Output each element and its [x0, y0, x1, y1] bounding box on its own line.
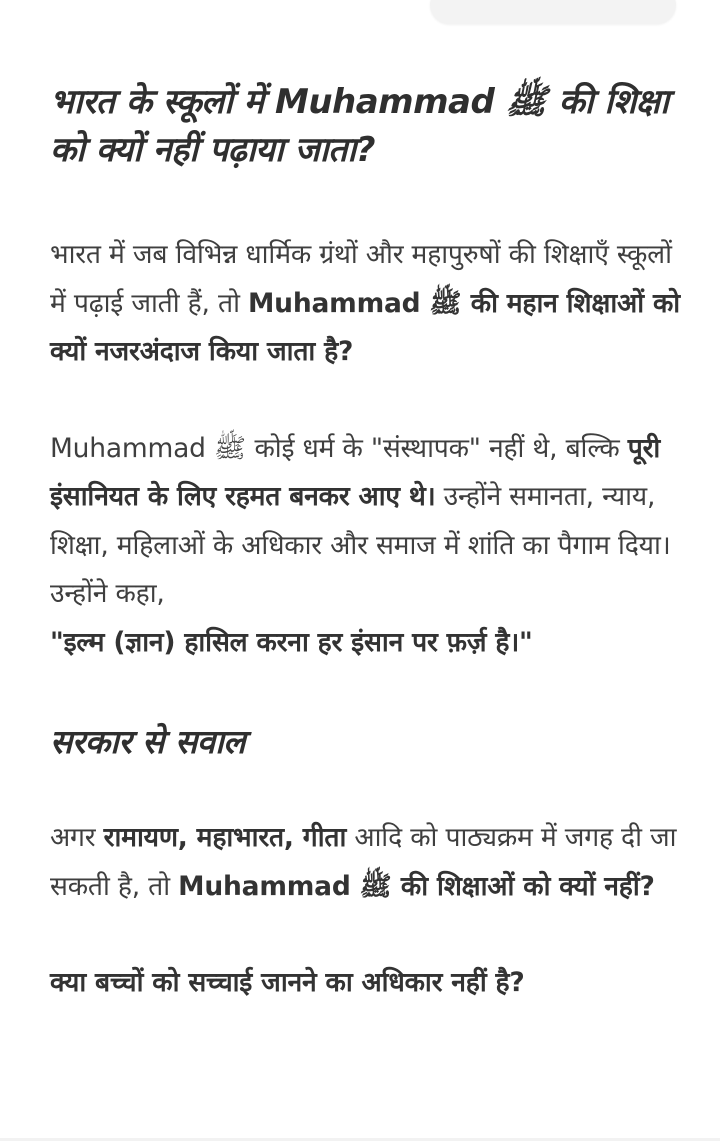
paragraph-question — [50, 814, 680, 911]
paragraph-question-bold: Muhammad ﷺ की शिक्षाओं को क्यों नहीं? — [178, 870, 655, 902]
paragraph-mercy-bold: पूरी इंसानियत के लिए रहमत बनकर आए थे। — [50, 432, 661, 512]
paragraph-question-text-1: अगर — [50, 822, 104, 853]
scripture-names: रामायण, महाभारत, गीता — [103, 822, 347, 853]
paragraph-intro-text: भारत में जब विभिन्न धार्मिक ग्रंथों और महापुरुषों की शिक्षाएँ स्कूलों में पढ़ाई जाती हैं, तो — [50, 239, 672, 319]
paragraph-intro — [50, 231, 680, 377]
paragraph-mercy-text-2: उन्होंने समानता, न्याय, शिक्षा, महिलाओं के अधिकार और समाज में शांति का पैगाम दिया। उन्होंने कहा, — [50, 481, 671, 609]
paragraph-intro-bold: Muhammad ﷺ की महान शिक्षाओं को क्यों नजरअंदाज किया जाता है? — [50, 287, 680, 367]
paragraph-mercy-text-1: Muhammad ﷺ कोई धर्म के "संस्थापक" नहीं थे, बल्कि — [50, 432, 628, 464]
top-bar-pill — [430, 0, 676, 24]
knowledge-quote: "इल्म (ज्ञान) हासिल करना हर इंसान पर फ़र्ज़ है।" — [50, 626, 533, 658]
article — [50, 78, 680, 1008]
section-heading: सरकार से सवाल — [50, 722, 246, 761]
paragraph-mercy — [50, 425, 680, 668]
closing-question — [50, 959, 680, 1008]
closing-question-text: क्या बच्चों को सच्चाई जानने का अधिकार नहीं है? — [50, 967, 525, 998]
article-title: भारत के स्कूलों में Muhammad ﷺ की शिक्षा को क्यों नहीं पढ़ाया जाता? — [50, 82, 669, 170]
paragraph-question-text-2: आदि को पाठ्यक्रम में जगह दी जा सकती है, तो — [50, 822, 677, 902]
